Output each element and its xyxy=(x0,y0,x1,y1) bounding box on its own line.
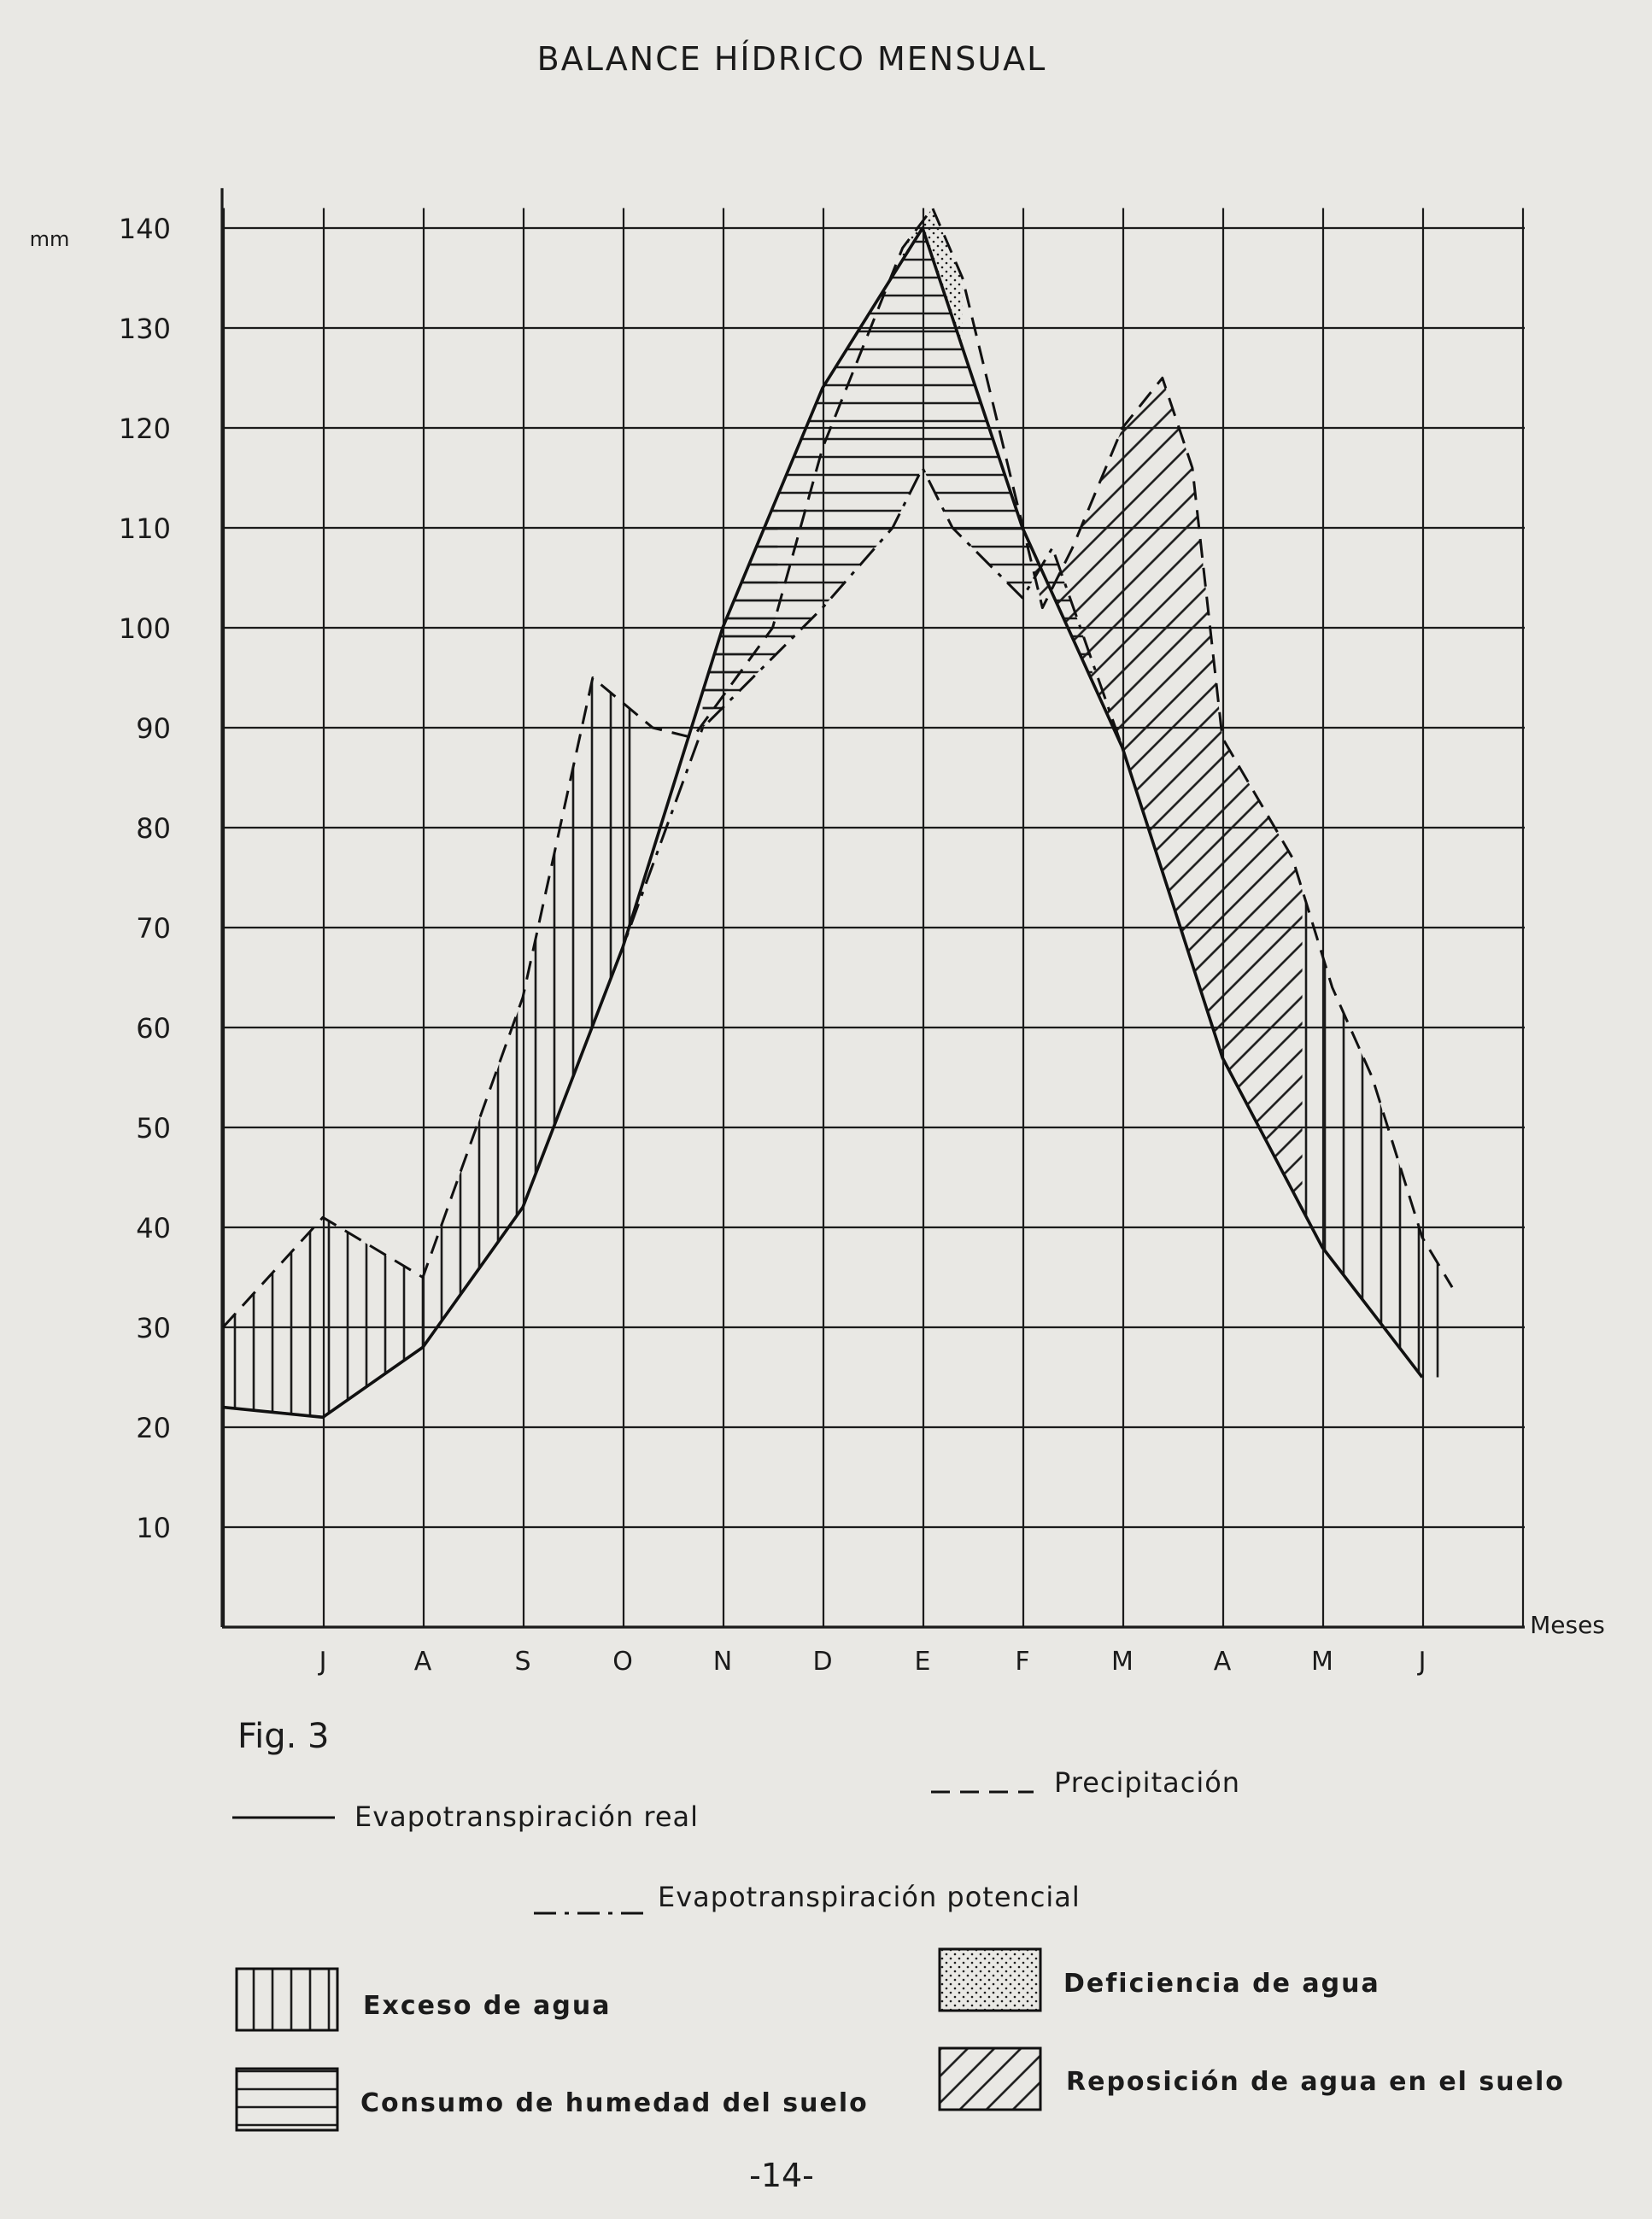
x-tick-label-4: N xyxy=(712,1647,733,1677)
legend xyxy=(232,1766,1565,2130)
y-tick-label-120: 120 xyxy=(118,413,171,445)
y-tick-label-70: 70 xyxy=(136,912,171,945)
legend-swatch-deficiencia-de-agua xyxy=(940,1949,1040,2011)
x-tick-label-6: E xyxy=(914,1647,931,1677)
shaded-areas xyxy=(223,208,1452,1418)
x-tick-label-5: D xyxy=(812,1647,833,1677)
legend-swatch-consumo-de-humedad-del-suelo xyxy=(237,2069,337,2130)
legend-swatch-reposicion-de-agua-en-el-suelo xyxy=(940,2048,1040,2110)
x-tick-label-7: F xyxy=(1015,1647,1030,1677)
y-tick-label-130: 130 xyxy=(118,313,171,345)
x-tick-label-10: M xyxy=(1311,1647,1333,1677)
y-tick-label-80: 80 xyxy=(136,812,171,845)
y-axis-ticks xyxy=(119,213,171,1544)
legend-label-reposicion-de-agua-en-el-suelo: Reposición de agua en el suelo xyxy=(1066,2067,1565,2097)
x-tick-label-2: S xyxy=(514,1647,531,1677)
y-tick-label-20: 20 xyxy=(136,1412,171,1444)
page-number: -14- xyxy=(749,2157,814,2194)
y-tick-label-60: 60 xyxy=(136,1012,171,1045)
y-axis-unit-label: mm xyxy=(29,227,70,251)
area-excess-winter xyxy=(223,678,642,1418)
y-tick-label-50: 50 xyxy=(136,1112,171,1145)
legend-label-deficiencia-de-agua: Deficiencia de agua xyxy=(1063,1969,1380,1999)
x-tick-label-1: A xyxy=(413,1647,432,1677)
y-tick-label-100: 100 xyxy=(118,612,171,645)
y-tick-label-110: 110 xyxy=(118,512,171,545)
legend-label-consumo-de-humedad-del-suelo: Consumo de humedad del suelo xyxy=(360,2088,869,2118)
x-tick-label-11: J xyxy=(1418,1647,1426,1677)
legend-label-evapotranspiracion-real: Evapotranspiración real xyxy=(354,1800,700,1833)
legend-swatch-exceso-de-agua xyxy=(237,1969,337,2030)
y-tick-label-10: 10 xyxy=(136,1512,171,1544)
figure-label: Fig. 3 xyxy=(237,1717,330,1756)
area-soil-recharge xyxy=(1033,378,1303,1209)
y-tick-label-90: 90 xyxy=(136,712,171,745)
legend-label-exceso-de-agua: Exceso de agua xyxy=(363,1991,612,2021)
x-tick-label-8: M xyxy=(1111,1647,1134,1677)
x-tick-label-0: J xyxy=(319,1647,327,1677)
area-soil-consumption xyxy=(703,228,1093,728)
y-tick-label-140: 140 xyxy=(118,213,171,245)
legend-label-precipitacion: Precipitación xyxy=(1054,1766,1241,1799)
x-axis-label: Meses xyxy=(1530,1611,1605,1639)
chart-title: BALANCE HÍDRICO MENSUAL xyxy=(536,40,1047,78)
legend-label-evapotranspiracion-potencial: Evapotranspiración potencial xyxy=(658,1881,1081,1913)
x-axis-ticks xyxy=(318,1647,1426,1677)
y-tick-label-30: 30 xyxy=(136,1312,171,1344)
x-tick-label-9: A xyxy=(1213,1647,1232,1677)
y-tick-label-40: 40 xyxy=(136,1212,171,1244)
x-tick-label-3: O xyxy=(612,1647,633,1677)
